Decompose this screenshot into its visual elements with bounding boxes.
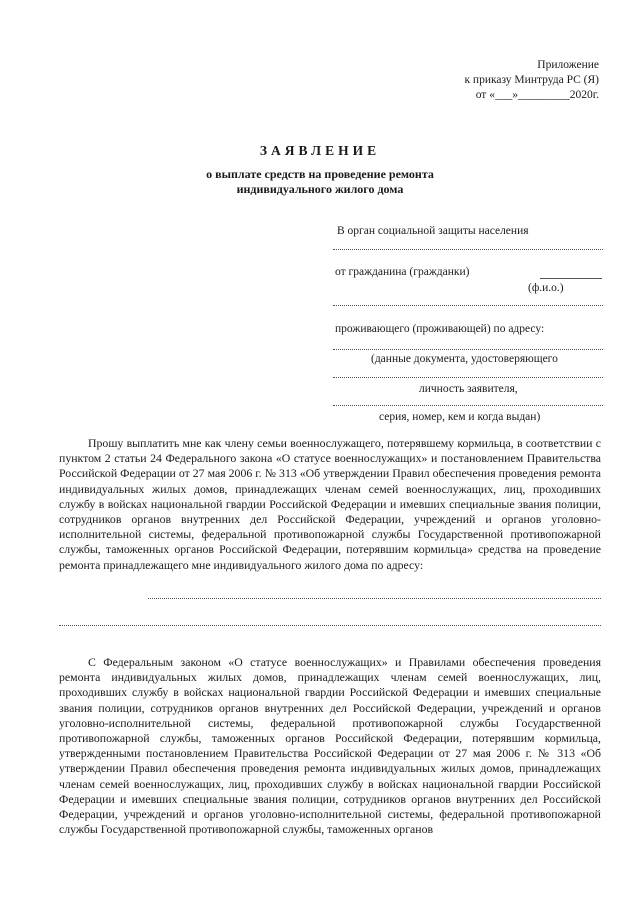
annex-line-1: Приложение — [537, 59, 599, 71]
doc-data-caption: (данные документа, удостоверяющего — [371, 353, 558, 365]
citizen-fill-line[interactable] — [540, 278, 602, 279]
organ-fill-line[interactable] — [333, 249, 603, 250]
annex-header — [464, 58, 599, 103]
series-caption: серия, номер, кем и когда выдан) — [379, 411, 541, 423]
document-fill-line[interactable] — [333, 377, 603, 378]
request-paragraph — [59, 436, 601, 573]
to-organ-label: В орган социальной защиты населения — [337, 225, 529, 237]
subtitle-line-2: индивидуального жилого дома — [236, 182, 404, 196]
house-address-line-1[interactable] — [148, 598, 601, 599]
address-fill-line[interactable] — [333, 349, 603, 350]
annex-line-3: от «___»_________2020г. — [475, 89, 599, 101]
subtitle-line-1: о выплате средств на проведение ремонта — [206, 167, 434, 181]
fio-caption: (ф.и.о.) — [528, 282, 564, 294]
acknowledgement-text: С Федеральным законом «О статусе военнослужащих» и Правилами обеспечения проведения ремонта индивидуальных жилых домов, принадлежащих членам семей военнослужащих, лиц, проходивших службу в войсках национальной гвардии Российской Федерации и имевших специальные звания полиции, сотрудников органов внутренних дел Российской Федерации, учреждений и органов уголовно-исполнительной системы, федеральной противопожарной службы Государственной противопожарной службы, таможенных органов Российской Федерации, потерявшим кормильца, утвержденными постановлением Правительства Российской Федерации от 27 мая 2006 г. № 313 «Об утверждении Правил обеспечения проведения ремонта индивидуальных жилых домов, принадлежащих членам семей военнослужащих, лиц, проходивших службу в войсках национальной гвардии Российской Федерации и имевших специальные звания полиции, сотрудников органов внутренних дел Российской Федерации, учреждений и органов уголовно-исполнительной системы, федеральной противопожарной службы Государственной противопожарной службы, таможенных органов — [59, 655, 601, 837]
document-title: ЗАЯВЛЕНИЕ — [259, 143, 381, 158]
house-address-line-2[interactable] — [59, 625, 601, 626]
acknowledgement-paragraph — [59, 655, 601, 837]
from-citizen-label: от гражданина (гражданки) — [335, 266, 470, 278]
identity-caption: личность заявителя, — [419, 383, 518, 395]
document-subtitle — [0, 167, 640, 197]
residing-label: проживающего (проживающей) по адресу: — [335, 323, 545, 335]
request-text: Прошу выплатить мне как члену семьи военнослужащего, потерявшему кормильца, в соответствии с пунктом 2 статьи 24 Федерального закона «О статусе военнослужащих» и постановлением Правительства Российской Федерации от 27 мая 2006 г. № 313 «Об утверждении Правил обеспечения проведения ремонта индивидуальных жилых домов, принадлежащих членам семей военнослужащих, лиц, проходивших службу в войсках национальной гвардии Российской Федерации и имевших специальные звания полиции, сотрудников органов внутренних дел Российской Федерации, учреждений и органов уголовно-исполнительной системы, федеральной противопожарной службы Государственной противопожарной службы, таможенных органов Российской Федерации, потерявшим кормильца» средства на проведение ремонта принадлежащего мне индивидуального жилого дома по адресу: — [59, 436, 601, 572]
fio-fill-line[interactable] — [333, 305, 603, 306]
identity-fill-line[interactable] — [333, 405, 603, 406]
annex-line-2: к приказу Минтруда РС (Я) — [464, 74, 599, 86]
